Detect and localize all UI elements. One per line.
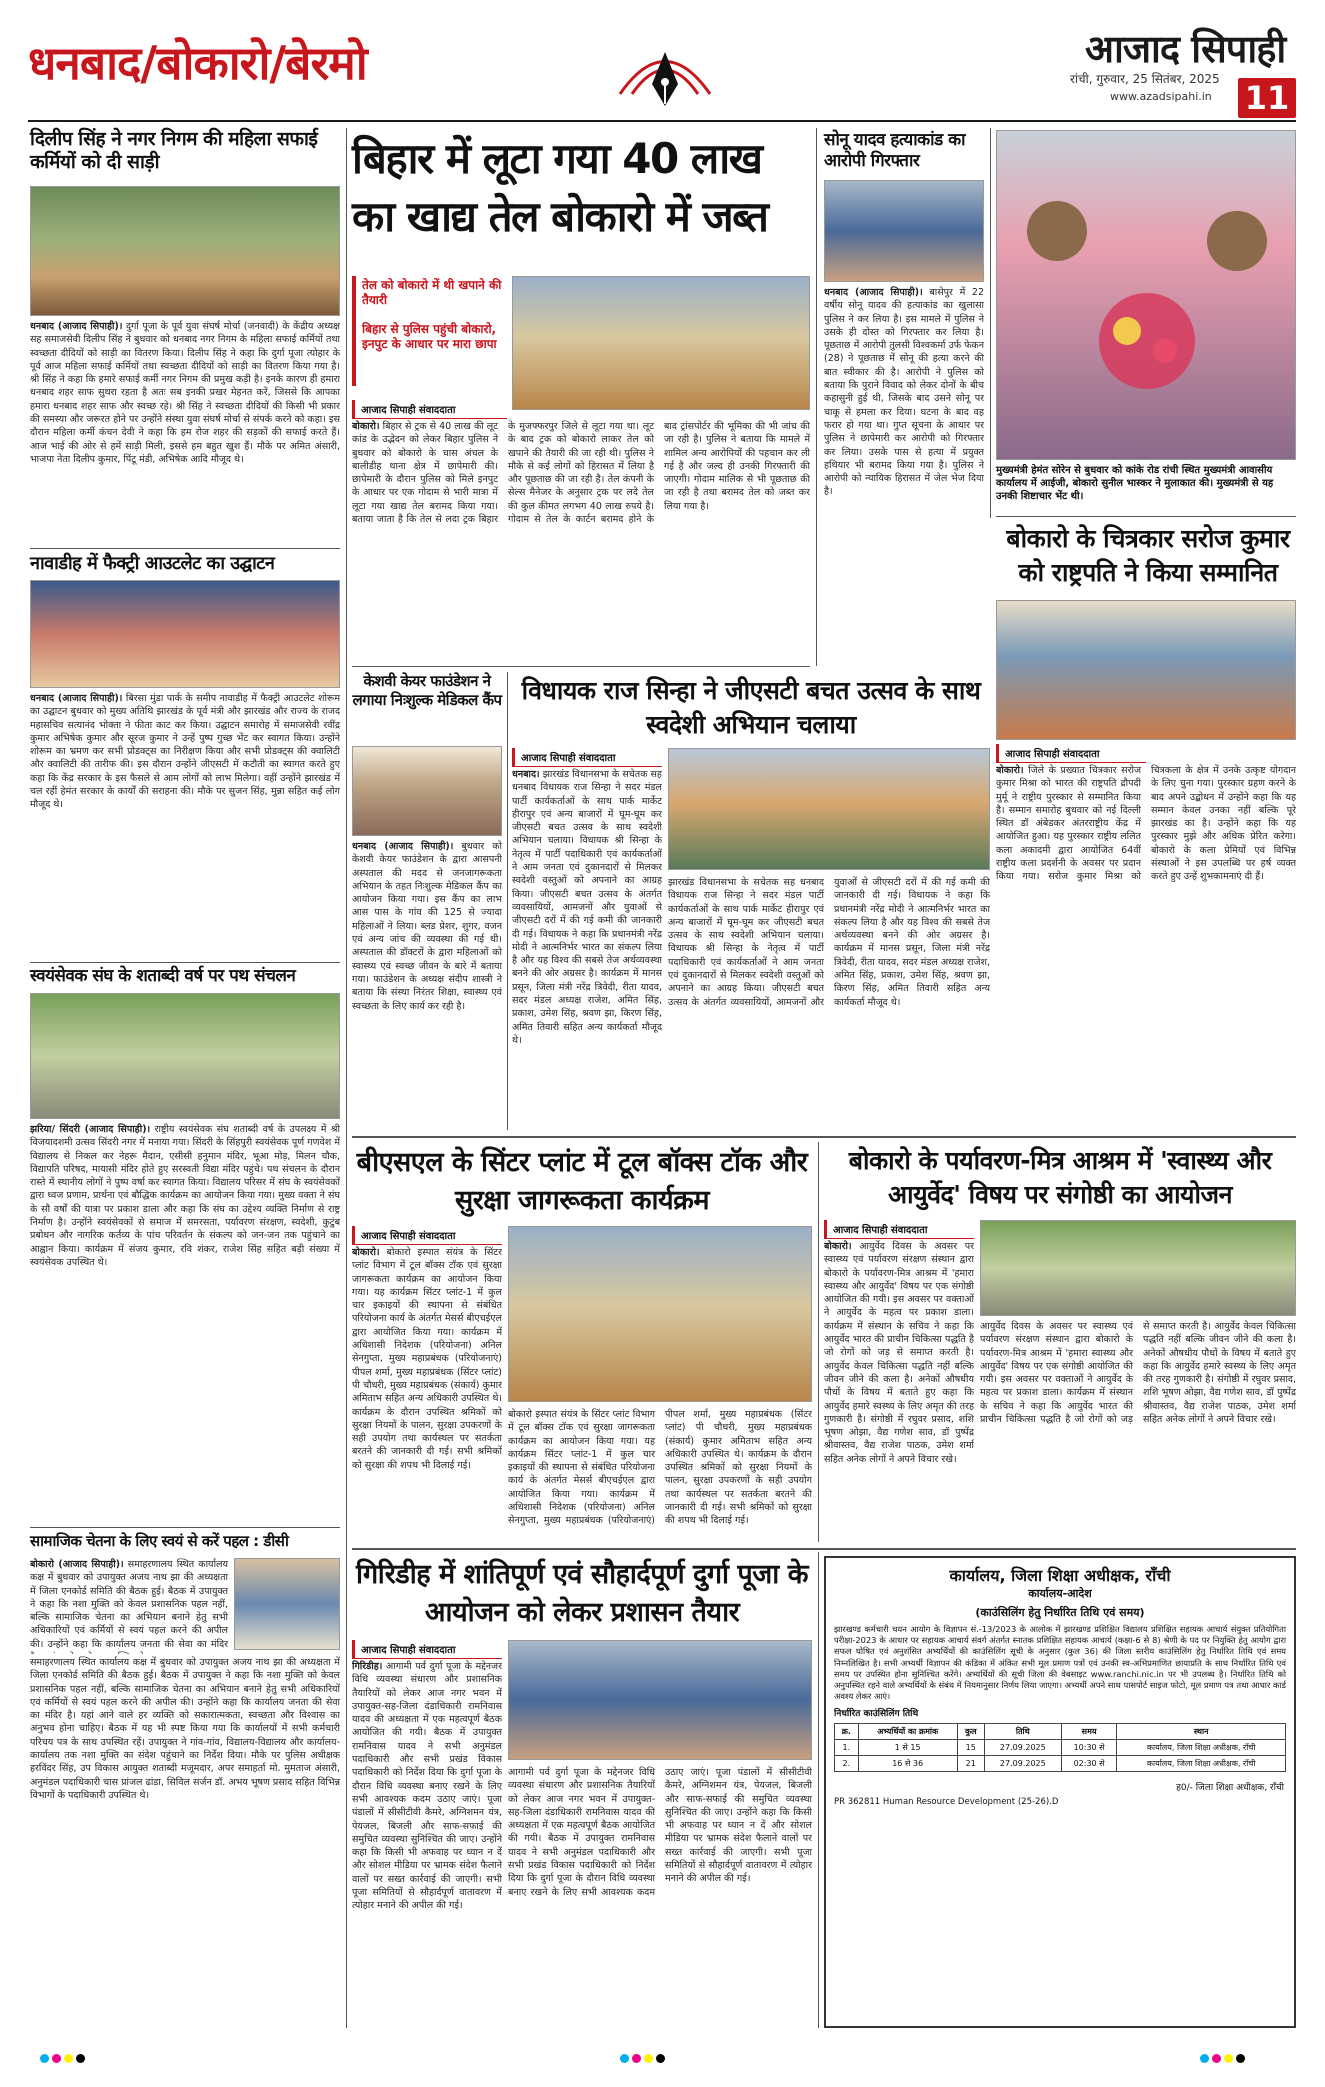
column-rule bbox=[816, 128, 817, 666]
camp-body: बुधवार को केशवी केयर फाउंडेशन के द्वारा आसपनी अस्पताल की मदद से जनजागरूकता अभियान के तहत निःशुल्क मेडिकल कैंप का आयोजन किया गया। इस कैंप का लाभ आस पास के गांव की 125 से ज्यादा महिलाओं ने लिया। ब्लड प्रेशर, शुगर, वजन एवं अन्य जांच की व्यवस्था की गई थी। अस्पताल की डॉक्टरों के द्वारा महिलाओं को स्वास्थ्य एवं स्वच्छ जीवन के बारे में बताया गया। फाउंडेशन के अध्यक्ष संदीप शास्त्री ने बताया कि संस्था निरंतर शिक्षा, स्वास्थ्य एवं स्वच्छता के लिए कार्य कर रही है। bbox=[352, 841, 502, 1012]
rss-dateline: झरिया/ सिंदरी (आजाद सिपाही)। bbox=[30, 1124, 151, 1135]
divider bbox=[30, 962, 340, 963]
saree-headline: दिलीप सिंह ने नगर निगम की महिला सफाई कर्मियों को दी साड़ी bbox=[30, 128, 318, 173]
table-cell: 1 से 15 bbox=[858, 1740, 957, 1756]
table-header: तिथि bbox=[984, 1724, 1061, 1740]
gst-headline: विधायक राज सिन्हा ने जीएसटी बचत उत्सव के साथ स्वदेशी अभियान चलाया bbox=[521, 676, 981, 739]
outlet-article bbox=[30, 692, 340, 962]
saree-body: दुर्गा पूजा के पूर्व युवा संघर्ष मोर्चा (जनवादी) के केंद्रीय अध्यक्ष सह समाजसेवी दिलीप सिंह ने बुधवार को धनबाद नगर निगम के महिला सफाई कर्मियों तथा स्वच्छता दीदियों को साड़ी का वितरण किया। दिलीप सिंह ने कहा कि दुर्गा पूजा त्योहार के पूर्व आज महिला सफाई कर्मियों तथा स्वच्छता दीदियों को साड़ी का वितरण किया गया है। श्री सिंह ने कहा कि हमारे सफाई कर्मी नगर निगम की प्रमुख कड़ी है। इनके कारण ही हमारा धनबाद शहर साफ सुथरा रहता है अतः सब इनकी प्रखर मेहनत करें, जिससे कि आपका हमारा धनबाद शहर साफ और स्वच्छ रहे। श्री सिंह ने स्वच्छता दीदियों की किसी भी प्रकार की समस्या और जरूरत होने पर उन्होंने संस्था युवा संघर्ष मोर्चा से संपर्क करने को कहा। इस दौरान महिला कर्मी कंचन देवी ने कहा कि हम रोज शहर की सड़कों की सफाई करते हैं। आज भाई की ओर से हमें साड़ी मिली, इससे हम बहुत खुश हैं। मौके पर अमित अंसारी, भाजपा नेता दिलीप कुमार, पिंटू मंडी, अभिषेक आदि मौजूद थे। bbox=[30, 321, 340, 465]
yellow-dot-icon bbox=[64, 2054, 73, 2063]
saroj-dateline: बोकारो। bbox=[996, 765, 1024, 776]
table-header: क्र. bbox=[835, 1724, 859, 1740]
table-header: कुल bbox=[957, 1724, 984, 1740]
sonu-arrest-photo bbox=[824, 180, 984, 282]
registration-marks-right bbox=[1200, 2048, 1248, 2067]
dc-dateline: बोकारो (आजाद सिपाही)। bbox=[30, 1559, 124, 1570]
yellow-dot-icon bbox=[1224, 2054, 1233, 2063]
bsl-dateline: बोकारो। bbox=[352, 1247, 380, 1258]
divider bbox=[30, 1527, 340, 1528]
cm-meeting-photo bbox=[996, 130, 1296, 460]
gst-byline: आजाद सिपाही संवाददाता bbox=[512, 748, 662, 767]
oil-headline: बिहार में लूटा गया 40 लाख का खाद्य तेल बोकारो में जब्त bbox=[352, 134, 768, 241]
dc-article bbox=[30, 1656, 340, 2030]
rss-headline: स्वयंसेवक संघ के शताब्दी वर्ष पर पथ संचलन bbox=[30, 966, 296, 986]
cyan-dot-icon bbox=[40, 2054, 49, 2063]
government-notice bbox=[824, 1556, 1296, 2028]
gst-article-right bbox=[668, 876, 990, 1130]
giridih-byline: आजाद सिपाही संवाददाता bbox=[352, 1640, 502, 1659]
oil-dateline: बोकारो। bbox=[352, 421, 380, 432]
website-link[interactable]: www.azadsipahi.in bbox=[1110, 90, 1212, 103]
yellow-dot-icon bbox=[644, 2054, 653, 2063]
masthead-rule bbox=[28, 120, 1296, 122]
saree-dateline: धनबाद (आजाद सिपाही)। bbox=[30, 321, 123, 332]
sonu-dateline: धनबाद (आजाद सिपाही)। bbox=[824, 287, 923, 298]
magenta-dot-icon bbox=[52, 2054, 61, 2063]
black-dot-icon bbox=[76, 2054, 85, 2063]
oil-article bbox=[352, 420, 810, 660]
giridih-body-cont: आगामी पर्व दुर्गा पूजा के मद्देनजर विधि व्यवस्था संधारण और प्रशासनिक तैयारियों को लेकर आज नगर भवन में उपायुक्त-सह-जिला दंडाधिकारी रामनिवास यादव की अध्यक्षता में एक महत्वपूर्ण बैठक आयोजित की गयी। बैठक में उपायुक्त रामनिवास यादव ने सभी अनुमंडल पदाधिकारी और सभी प्रखंड विकास पदाधिकारी को निर्देश दिया कि दुर्गा पूजा के दौरान विधि व्यवस्था बनाए रखने के लिए सभी आवश्यक कदम उठाए जाएं। पूजा पंडालों में सीसीटीवी कैमरे, अग्निशमन यंत्र, पेयजल, बिजली और साफ-सफाई की समुचित व्यवस्था सुनिश्चित की जाए। उन्होंने कहा कि किसी भी अफवाह पर ध्यान न दें और सोशल मीडिया पर भ्रामक संदेश फैलाने वालों पर सख्त कार्रवाई की जाएगी। सभी पूजा समितियों से सौहार्दपूर्ण वातावरण में त्योहार मनाने की अपील की गई। bbox=[508, 1767, 812, 1898]
gst-article-left bbox=[512, 768, 662, 1130]
table-header: स्थान bbox=[1117, 1724, 1286, 1740]
giridih-article-right bbox=[508, 1766, 812, 2028]
divider bbox=[996, 516, 1296, 517]
magenta-dot-icon bbox=[1212, 2054, 1221, 2063]
table-cell: 16 से 36 bbox=[858, 1756, 957, 1772]
outlet-dateline: धनबाद (आजाद सिपाही)। bbox=[30, 693, 123, 704]
table-header: अभ्यर्थियों का क्रमांक bbox=[858, 1724, 957, 1740]
table-cell: 27.09.2025 bbox=[984, 1756, 1061, 1772]
notice-footer: ह0/- जिला शिक्षा अधीक्षक, राँची bbox=[1176, 1783, 1284, 1794]
notice-table-title: निर्धारित काउंसिलिंग तिथि bbox=[834, 1709, 919, 1720]
giridih-article-left bbox=[352, 1660, 502, 2028]
ashram-seminar-photo bbox=[980, 1220, 1296, 1316]
bsl-body: बोकारो इस्पात संयंत्र के सिंटर प्लांट विभाग में टूल बॉक्स टॉक एवं सुरक्षा जागरूकता कार्यक्रम का आयोजन किया गया। यह कार्यक्रम सिंटर प्लांट-1 में कुल चार इकाइयों की स्थापना से संबंधित परियोजना कार्य के अंतर्गत मेसर्स बीएचईएल द्वारा आयोजित किया गया। कार्यक्रम में अधिशासी निदेशक (परियोजना) अनिल सेनगुप्ता, मुख्य महाप्रबंधक (परियोजनाएं) पीपल शर्मा, मुख्य महाप्रबंधक (सिंटर प्लांट) पी चौधरी, मुख्य महाप्रबंधक (संकार्य) कुमार अमिताभ सहित अन्य अधिकारी उपस्थित थे। कार्यक्रम के दौरान उपस्थित श्रमिकों को सुरक्षा नियमों के पालन, सुरक्षा उपकरणों के सही उपयोग तथा कार्यस्थल पर सतर्कता बरतने की जानकारी दी गई। सभी श्रमिकों को सुरक्षा की शपथ भी दिलाई गई। bbox=[352, 1247, 502, 1471]
dc-headline: सामाजिक चेतना के लिए स्वयं से करें पहल : डीसी bbox=[30, 1532, 289, 1550]
giridih-body: आगामी पर्व दुर्गा पूजा के मद्देनजर विधि व्यवस्था संधारण और प्रशासनिक तैयारियों को लेकर आज नगर भवन में उपायुक्त-सह-जिला दंडाधिकारी रामनिवास यादव की अध्यक्षता में एक महत्वपूर्ण बैठक आयोजित की गयी। बैठक में उपायुक्त रामनिवास यादव ने सभी अनुमंडल पदाधिकारी और सभी प्रखंड विकास पदाधिकारी को निर्देश दिया कि दुर्गा पूजा के दौरान विधि व्यवस्था बनाए रखने के लिए सभी आवश्यक कदम उठाए जाएं। पूजा पंडालों में सीसीटीवी कैमरे, अग्निशमन यंत्र, पेयजल, बिजली और साफ-सफाई की समुचित व्यवस्था सुनिश्चित की जाए। उन्होंने कहा कि किसी भी अफवाह पर ध्यान न दें और सोशल मीडिया पर भ्रामक संदेश फैलाने वालों पर सख्त कार्रवाई की जाएगी। सभी पूजा समितियों से सौहार्दपूर्ण वातावरण में त्योहार मनाने की अपील की गई। bbox=[352, 1661, 502, 1912]
ashram-body: आयुर्वेद दिवस के अवसर पर स्वास्थ्य एवं पर्यावरण संरक्षण संस्थान द्वारा बोकारो के पर्यावरण-मित्र आश्रम में 'हमारा स्वास्थ्य और आयुर्वेद' विषय पर एक संगोष्ठी आयोजित की गयी। इस अवसर पर वक्ताओं ने आयुर्वेद के महत्व पर प्रकाश डाला। कार्यक्रम में संस्थान के सचिव ने कहा कि आयुर्वेद भारत की प्राचीन चिकित्सा पद्धति है जो रोगों को जड़ से समाप्त करती है। आयुर्वेद केवल चिकित्सा पद्धति नहीं बल्कि जीवन जीने की कला है। अनेकों औषधीय पौधों के विषय में बताते हुए कहा कि आयुर्वेद हमारे स्वस्थ्य के लिए अमृत की तरह गुणकारी है। संगोष्ठी में रघुवर प्रसाद, शशि भूषण ओझा, वैद्य गणेश साव, डॉ पुष्पेंद्र श्रीवास्तव, वैद्य राजेश पाठक, उमेश शर्मा सहित अनेक लोगों ने अपने विचार रखे। bbox=[824, 1241, 974, 1465]
notice-pr-number: PR 362811 Human Resource Development (25-26).D bbox=[834, 1797, 1059, 1808]
camp-photo bbox=[352, 746, 502, 836]
table-cell: 02:30 से bbox=[1061, 1756, 1116, 1772]
bsl-safety-photo bbox=[508, 1226, 812, 1402]
sonu-article bbox=[824, 286, 984, 660]
table-cell: कार्यालय, जिला शिक्षा अधीक्षक, राँची bbox=[1117, 1756, 1286, 1772]
bsl-body-cont: बोकारो इस्पात संयंत्र के सिंटर प्लांट विभाग में टूल बॉक्स टॉक एवं सुरक्षा जागरूकता कार्यक्रम का आयोजन किया गया। यह कार्यक्रम सिंटर प्लांट-1 में कुल चार इकाइयों की स्थापना से संबंधित परियोजना कार्य के अंतर्गत मेसर्स बीएचईएल द्वारा आयोजित किया गया। कार्यक्रम में अधिशासी निदेशक (परियोजना) अनिल सेनगुप्ता, मुख्य महाप्रबंधक (परियोजनाएं) पीपल शर्मा, मुख्य महाप्रबंधक (सिंटर प्लांट) पी चौधरी, मुख्य महाप्रबंधक (संकार्य) कुमार अमिताभ सहित अन्य अधिकारी उपस्थित थे। कार्यक्रम के दौरान उपस्थित श्रमिकों को सुरक्षा नियमों के पालन, सुरक्षा उपकरणों के सही उपयोग तथा कार्यस्थल पर सतर्कता बरतने की जानकारी दी गई। सभी श्रमिकों को सुरक्षा की शपथ भी दिलाई गई। bbox=[508, 1409, 812, 1527]
divider bbox=[352, 1136, 1296, 1138]
registration-marks-left bbox=[40, 2048, 88, 2067]
column-rule bbox=[990, 128, 991, 518]
page-number: 11 bbox=[1238, 78, 1296, 118]
oil-byline: आजाद सिपाही संवाददाता bbox=[352, 400, 507, 419]
sonu-headline: सोनू यादव हत्याकांड का आरोपी गिरफ्तार bbox=[824, 130, 966, 171]
outlet-body: बिरसा मुंडा पार्क के समीप नावाडीह में फैक्ट्री आउटलेट शोरूम का उद्घाटन बुधवार को मुख्य अतिथि झारखंड के पूर्व मंत्री और झारखंड और राज्य के राजद महासचिव सत्यानंद भोक्ता ने फीता काट कर किया। उद्घाटन समारोह में समाजसेवी रवींद्र कुमार अभिषेक कुमार और सूरज कुमार ने उन्हें पुष्प गुच्छ भेंट कर स्वागत किया। उन्होंने शोरूम का भ्रमण कर सभी प्रोडक्ट्स का निरीक्षण किया और सभी प्रोडक्ट्स की क्वालिटी और क्वालिटी की तारीफ की। इस दौरान उन्होंने जीएसटी में कटौती का स्वागत करते हुए कहा कि केंद्र सरकार के इस फैसले से आम लोगों को लाभ मिलेगा। वहीं उन्होंने झारखंड में चल रहीं हेमंत सरकार के कार्यों की सराहना की। मौके पर सुजन सिंह, मुन्ना सहित कई लोग मौजूद थे। bbox=[30, 693, 340, 811]
saroj-byline: आजाद सिपाही संवाददाता bbox=[996, 744, 1146, 763]
table-cell: 1. bbox=[835, 1740, 859, 1756]
cm-caption: मुख्यमंत्री हेमंत सोरेन से बुधवार को कांके रोड रांची स्थित मुख्यमंत्री आवासीय कार्यालय में आईजी, बोकारो सुनील भास्कर ने मुलाकात की। मुख्यमंत्री से यह उनकी शिष्टाचार भेंट थी। bbox=[996, 465, 1274, 502]
sonu-body: बासेपुर में 22 वर्षीय सोनू यादव की हत्याकांड का खुलासा पुलिस ने कर लिया है। इस मामले में पुलिस ने उसके ही दोस्त को गिरफ्तार कर लिया है। पूछताछ में आरोपी तुलसी विश्वकर्मा उर्फ फेकन (28) ने पूछताछ में सोनू की हत्या करने की बात स्वीकार की है। आरोपी ने पुलिस को बताया कि पुराने विवाद को लेकर दोनों के बीच कहासुनी हुई थी, जिसके बाद उसने सोनू पर चाकू से हमला कर दिया। घटना के बाद वह फरार हो गया था। गुप्त सूचना के आधार पर पुलिस ने छापेमारी कर आरोपी को गिरफ्तार कर लिया। उसके पास से हत्या में प्रयुक्त हथियार भी बरामद किया गया है। पुलिस ने आरोपी को न्यायिक हिरासत में जेल भेज दिया है। bbox=[824, 287, 984, 498]
newspaper-brand: आजाद सिपाही bbox=[1085, 27, 1286, 71]
bsl-byline: आजाद सिपाही संवाददाता bbox=[352, 1226, 502, 1245]
black-dot-icon bbox=[1236, 2054, 1245, 2063]
ashram-dateline: बोकारो। bbox=[824, 1241, 852, 1252]
oil-deck-1: तेल को बोकारो में थी खपाने की तैयारी bbox=[362, 278, 502, 307]
saree-article bbox=[30, 320, 340, 550]
rss-march-photo bbox=[30, 993, 340, 1119]
ashram-article-right bbox=[980, 1320, 1296, 1542]
registration-marks-center bbox=[620, 2048, 668, 2067]
ashram-body-cont: आयुर्वेद दिवस के अवसर पर स्वास्थ्य एवं पर्यावरण संरक्षण संस्थान द्वारा बोकारो के पर्यावरण-मित्र आश्रम में 'हमारा स्वास्थ्य और आयुर्वेद' विषय पर एक संगोष्ठी आयोजित की गयी। इस अवसर पर वक्ताओं ने आयुर्वेद के महत्व पर प्रकाश डाला। कार्यक्रम में संस्थान के सचिव ने कहा कि आयुर्वेद भारत की प्राचीन चिकित्सा पद्धति है जो रोगों को जड़ से समाप्त करती है। आयुर्वेद केवल चिकित्सा पद्धति नहीं बल्कि जीवन जीने की कला है। अनेकों औषधीय पौधों के विषय में बताते हुए कहा कि आयुर्वेद हमारे स्वस्थ्य के लिए अमृत की तरह गुणकारी है। संगोष्ठी में रघुवर प्रसाद, शशि भूषण ओझा, वैद्य गणेश साव, डॉ पुष्पेंद्र श्रीवास्तव, वैद्य राजेश पाठक, उमेश शर्मा सहित अनेक लोगों ने अपने विचार रखे। bbox=[980, 1321, 1296, 1426]
table-cell: कार्यालय, जिला शिक्षा अधीक्षक, राँची bbox=[1117, 1740, 1286, 1756]
issue-date: रांची, गुरुवार, 25 सितंबर, 2025 bbox=[1070, 72, 1220, 86]
gst-campaign-photo bbox=[668, 748, 990, 870]
black-dot-icon bbox=[656, 2054, 665, 2063]
bsl-headline: बीएसएल के सिंटर प्लांट में टूल बॉक्स टॉक और सुरक्षा जागरूकता कार्यक्रम bbox=[356, 1147, 808, 1216]
gst-body-cont: झारखंड विधानसभा के सचेतक सह धनबाद विधायक राज सिन्हा ने सदर मंडल पार्टी कार्यकर्ताओं के साथ पार्क मार्केट हीरापुर एवं अन्य बाजारों में घूम-घूम कर जीएसटी बचत उत्सव के साथ स्वदेशी अभियान चलाया। विधायक श्री सिन्हा के नेतृत्व में पार्टी पदाधिकारी एवं कार्यकर्ताओं ने आम जनता एवं दुकानदारों से मिलकर स्वदेशी वस्तुओं को अपनाने का आग्रह किया। जीएसटी बचत उत्सव के अंतर्गत व्यवसायियों, आमजनों और युवाओं से जीएसटी दरों में की गई कमी की जानकारी दी गई। विधायक ने कहा कि प्रधानमंत्री नरेंद्र मोदी ने आत्मनिर्भर भारत का संकल्प लिया है और यह विश्व की सबसे तेज अर्थव्यवस्था बनने की ओर अग्रसर है। कार्यक्रम में मानस प्रसून, जिला मंत्री नरेंद्र त्रिवेदी, रीता यादव, सदर मंडल अध्यक्ष राजेश, अमित सिंह, प्रकाश, उमेश सिंह, श्रवण झा, किरण सिंह, अमित तिवारी सहित अन्य कार्यकर्ता मौजूद थे। bbox=[668, 877, 990, 1008]
dc-body-top: समाहरणालय स्थित कार्यालय कक्ष में बुधवार को उपायुक्त अजय नाथ झा की अध्यक्षता में जिला एनकोर्ड समिति की बैठक हुई। बैठक में उपायुक्त ने कहा कि नशा मुक्ति को केवल प्रशासनिक पहल नहीं, बल्कि सामाजिक चेतना का अभियान बनाने हेतु सभी अधिकारियों एवं कर्मियों से स्वयं पहल करने की अपील की। उन्होंने कहा कि कार्यालय जनता की सेवा का मंदिर bbox=[30, 1559, 228, 1650]
saroj-body: जिले के प्रख्यात चित्रकार सरोज कुमार मिश्रा को भारत की राष्ट्रपति द्रौपदी मुर्मू ने राष्ट्रीय पुरस्कार से सम्मानित किया है। सम्मान समारोह बुधवार को नई दिल्ली स्थित डॉ अंबेडकर अंतरराष्ट्रीय केंद्र में आयोजित हुआ। यह पुरस्कार राष्ट्रीय ललित कला अकादमी द्वारा आयोजित 64वीं राष्ट्रीय कला प्रदर्शनी के अवसर पर प्रदान किया गया। सरोज कुमार मिश्रा को चित्रकला के क्षेत्र में उनके उत्कृष्ट योगदान के लिए चुना गया। पुरस्कार ग्रहण करने के बाद अपने उद्बोधन में उन्होंने कहा कि यह सम्मान केवल उनका नहीं बल्कि पूरे झारखंड का है। उन्होंने कहा कि यह पुरस्कार मुझे और अधिक प्रेरित करेगा। बोकारो के कला प्रेमियों एवं विभिन्न संस्थाओं ने इस उपलब्धि पर हर्ष व्यक्त करते हुए उन्हें शुभकामनाएं दी हैं। bbox=[996, 765, 1296, 883]
table-cell: 21 bbox=[957, 1756, 984, 1772]
column-rule bbox=[346, 128, 347, 2028]
giridih-dateline: गिरिडीह। bbox=[352, 1661, 383, 1672]
bsl-article-left bbox=[352, 1246, 502, 1542]
notice-subtitle: कार्यालय-आदेश bbox=[1028, 1587, 1092, 1600]
column-rule bbox=[818, 1142, 819, 1542]
counseling-schedule-table bbox=[834, 1723, 1286, 1772]
camp-article bbox=[352, 840, 502, 1130]
camp-dateline: धनबाद (आजाद सिपाही)। bbox=[352, 841, 454, 852]
dc-body: समाहरणालय स्थित कार्यालय कक्ष में बुधवार को उपायुक्त अजय नाथ झा की अध्यक्षता में जिला एनकोर्ड समिति की बैठक हुई। बैठक में उपायुक्त ने कहा कि नशा मुक्ति को केवल प्रशासनिक पहल नहीं, बल्कि सामाजिक चेतना का अभियान बनाने हेतु सभी अधिकारियों एवं कर्मियों से स्वयं पहल करने की अपील की। उन्होंने कहा कि कार्यालय जनता की सेवा का मंदिर है। यहां आने वाले हर व्यक्ति को सकारात्मकता, स्वच्छता और विश्वास का अनुभव होना चाहिए। बैठक में यह भी स्पष्ट किया गया कि कार्यालयों में सभी कर्मचारी परिचय पत्र के साथ उपस्थित रहें। उपायुक्त ने गांव-गांव, विद्यालय-विद्यालय और कार्यालय-कार्यालय तक नशा मुक्ति का संदेश पहुंचाने का निर्देश दिया। मौके पर पुलिस अधीक्षक हरविंदर सिंह, उप विकास आयुक्त शताब्दी मजूमदार, अपर समाहर्ता मो. मुमताज अंसारी, अनुमंडल पदाधिकारी चास प्रांजल ढांडा, सिविल सर्जन डॉ. अभय भूषण प्रसाद सहित विभिन्न विभागों के पदाधिकारी उपस्थित थे। bbox=[30, 1657, 340, 1801]
ashram-byline: आजाद सिपाही संवाददाता bbox=[824, 1220, 974, 1239]
table-row bbox=[835, 1740, 1286, 1756]
pen-nib-emblem-icon bbox=[610, 34, 720, 114]
divider bbox=[30, 548, 340, 549]
dc-article-top bbox=[30, 1558, 228, 1654]
saroj-headline: बोकारो के चित्रकार सरोज कुमार को राष्ट्रपति ने किया सम्मानित bbox=[1006, 524, 1290, 587]
magenta-dot-icon bbox=[632, 2054, 641, 2063]
rss-article bbox=[30, 1123, 340, 1525]
column-rule bbox=[507, 672, 508, 1130]
saroj-article bbox=[996, 764, 1296, 1132]
divider bbox=[352, 666, 810, 667]
notice-body: झारखण्ड कर्मचारी चयन आयोग के विज्ञापन सं.-13/2023 के आलोक में झारखण्ड प्रशिक्षित विद्यालय प्रशिक्षित सहायक आचार्य संयुक्त प्रतियोगिता परीक्षा-2023 के आधार पर सहायक आचार्य संवर्ग अंतर्गत स्नातक प्रशिक्षित सहायक आचार्य (कक्षा-6 से 8) श्रेणी के पद पर नियुक्ति हेतु आयोग द्वारा सफल घोषित एवं अनुशंसित अभ्यर्थियों की काउंसिलिंग सूची के अनुसार (कुल 36) की जिला स्तरीय काउंसिलिंग हेतु निर्धारित तिथि एवं समय निम्नलिखित है। सभी अभ्यर्थी विज्ञापन की कंडिका में अंकित सभी मूल प्रमाण पत्रों एवं उनकी स्व-अभिप्रमाणित छायाप्रति के साथ निर्धारित तिथि एवं समय पर उपस्थित होना सुनिश्चित करेंगे। अभ्यर्थियों की सूची जिला की वेबसाइट www.ranchi.nic.in पर भी उपलब्ध है। निर्धारित तिथि को अनुपस्थित रहने वाले अभ्यर्थियों के संबंध में नियमानुसार निर्णय लिया जाएगा। अभ्यर्थी अपने साथ पासपोर्ट साइज फोटो, मूल प्रमाण पत्र तथा आधार कार्ड अवश्य लेकर आएं। bbox=[834, 1624, 1286, 1702]
saree-photo bbox=[30, 186, 340, 316]
column-rule bbox=[818, 1552, 819, 2028]
gst-dateline: धनबाद। bbox=[512, 769, 540, 780]
table-row bbox=[835, 1756, 1286, 1772]
deck-bar bbox=[352, 276, 356, 386]
ashram-article-left bbox=[824, 1240, 974, 1542]
table-cell: 27.09.2025 bbox=[984, 1740, 1061, 1756]
dc-portrait-photo bbox=[234, 1558, 340, 1650]
saroj-award-photo bbox=[996, 600, 1296, 740]
giridih-headline: गिरिडीह में शांतिपूर्ण एवं सौहार्दपूर्ण दुर्गा पूजा के आयोजन को लेकर प्रशासन तैयार bbox=[356, 1559, 808, 1628]
table-cell: 15 bbox=[957, 1740, 984, 1756]
divider bbox=[352, 1548, 1296, 1550]
notice-heading: (काउंसिलिंग हेतु निर्धारित तिथि एवं समय) bbox=[975, 1606, 1145, 1619]
bsl-article-right bbox=[508, 1408, 812, 1542]
table-header: समय bbox=[1061, 1724, 1116, 1740]
oil-seizure-photo bbox=[512, 276, 810, 410]
section-title: धनबाद/बोकारो/बेरमो bbox=[28, 36, 367, 90]
table-cell: 10:30 से bbox=[1061, 1740, 1116, 1756]
table-cell: 2. bbox=[835, 1756, 859, 1772]
oil-body: बिहार से ट्रक से 40 लाख की लूट कांड के उद्भेदन को लेकर बिहार पुलिस ने बुधवार को बोकारो के चास अंचल के बालीडीह थाना क्षेत्र में छापेमारी की। छापेमारी के दौरान पुलिस को मिले इनपुट के आधार पर एक गोदाम से भारी मात्रा में लूटा गया खाद्य तेल बरामद किया गया। बताया जाता है कि तेल से लदा ट्रक बिहार के मुजफ्फरपुर जिले से लूटा गया था। लूट के बाद ट्रक को बोकारो लाकर तेल को खपाने की तैयारी की जा रही थी। पुलिस ने मौके से कई लोगों को हिरासत में लिया है और पूछताछ की जा रही है। तेल कंपनी के सेल्स मैनेजर के अनुसार ट्रक पर लदे तेल की कुल कीमत लगभग 40 लाख रुपये है। गोदाम से तेल के कार्टन बरामद होने के बाद ट्रांसपोर्टर की भूमिका की भी जांच की जा रही है। पुलिस ने बताया कि मामले में शामिल अन्य आरोपियों की पहचान कर ली गई है और जल्द ही उनकी गिरफ्तारी की जाएगी। गोदाम मालिक से भी पूछताछ की जा रही है तथा बरामद तेल को जब्त कर लिया गया है। bbox=[352, 421, 810, 526]
oil-deck-2: बिहार से पुलिस पहुंची बोकारो, इनपुट के आधार पर मारा छापा bbox=[362, 322, 497, 351]
cyan-dot-icon bbox=[1200, 2054, 1209, 2063]
gst-body: झारखंड विधानसभा के सचेतक सह धनबाद विधायक राज सिन्हा ने सदर मंडल पार्टी कार्यकर्ताओं के साथ पार्क मार्केट हीरापुर एवं अन्य बाजारों में घूम-घूम कर जीएसटी बचत उत्सव के साथ स्वदेशी अभियान चलाया। विधायक श्री सिन्हा के नेतृत्व में पार्टी पदाधिकारी एवं कार्यकर्ताओं ने आम जनता एवं दुकानदारों से मिलकर स्वदेशी वस्तुओं को अपनाने का आग्रह किया। जीएसटी बचत उत्सव के अंतर्गत व्यवसायियों, आमजनों और युवाओं से जीएसटी दरों में की गई कमी की जानकारी दी गई। विधायक ने कहा कि प्रधानमंत्री नरेंद्र मोदी ने आत्मनिर्भर भारत का संकल्प लिया है और यह विश्व की सबसे तेज अर्थव्यवस्था बनने की ओर अग्रसर है। कार्यक्रम में मानस प्रसून, जिला मंत्री नरेंद्र त्रिवेदी, रीता यादव, सदर मंडल अध्यक्ष राजेश, अमित सिंह, प्रकाश, उमेश सिंह, श्रवण झा, किरण सिंह, अमित तिवारी सहित अन्य कार्यकर्ता मौजूद थे। bbox=[512, 769, 662, 1046]
notice-title: कार्यालय, जिला शिक्षा अधीक्षक, राँची bbox=[949, 1566, 1171, 1585]
ashram-headline: बोकारो के पर्यावरण-मित्र आश्रम में 'स्वास्थ्य और आयुर्वेद' विषय पर संगोष्ठी का आयोजन bbox=[848, 1146, 1272, 1209]
cyan-dot-icon bbox=[620, 2054, 629, 2063]
outlet-photo bbox=[30, 580, 340, 688]
giridih-meeting-photo bbox=[508, 1640, 812, 1760]
outlet-headline: नावाडीह में फैक्ट्री आउटलेट का उद्घाटन bbox=[30, 553, 275, 574]
rss-body: राष्ट्रीय स्वयंसेवक संघ शताब्दी वर्ष के उपलक्ष्य में श्री विजयादशमी उत्सव सिंदरी नगर में मनाया गया। सिंदरी के सिंहपुरी स्वयंसेवक पूर्ण गणवेश में विद्यालय से निकल कर नेहरू मैदान, एसीसी हनुमान मंदिर, भूआ मोड़, मिलन चौक, विद्यापति परिषद, मायासी मंदिर होते हुए सरस्वती विद्या मंदिर पहुंचे। पथ संचलन के दौरान रास्ते में स्थानीय लोगों ने पुष्प वर्षा कर स्वागत किया। विद्यालय परिसर में संघ के स्वयंसेवकों द्वारा ध्वज प्रणाम, प्रार्थना एवं बौद्धिक कार्यक्रम का आयोजन किया गया। मुख्य वक्ता ने संघ के सौ वर्षों की यात्रा पर प्रकाश डाला और कहा कि संघ का उद्देश्य व्यक्ति निर्माण से राष्ट्र निर्माण है। उन्होंने स्वयंसेवकों से समाज में समरसता, पर्यावरण संरक्षण, स्वदेशी, कुटुंब प्रबोधन और नागरिक कर्तव्य के पांच परिवर्तन के संकल्प को जन-जन तक पहुंचाने का आह्वान किया। कार्यक्रम में संजय कुमार, रवि शंकर, राजेश सिंह सहित बड़ी संख्या में स्वयंसेवक उपस्थित थे। bbox=[30, 1124, 340, 1268]
camp-headline: केशवी केयर फाउंडेशन ने लगाया निःशुल्क मेडिकल कैंप bbox=[352, 672, 502, 709]
